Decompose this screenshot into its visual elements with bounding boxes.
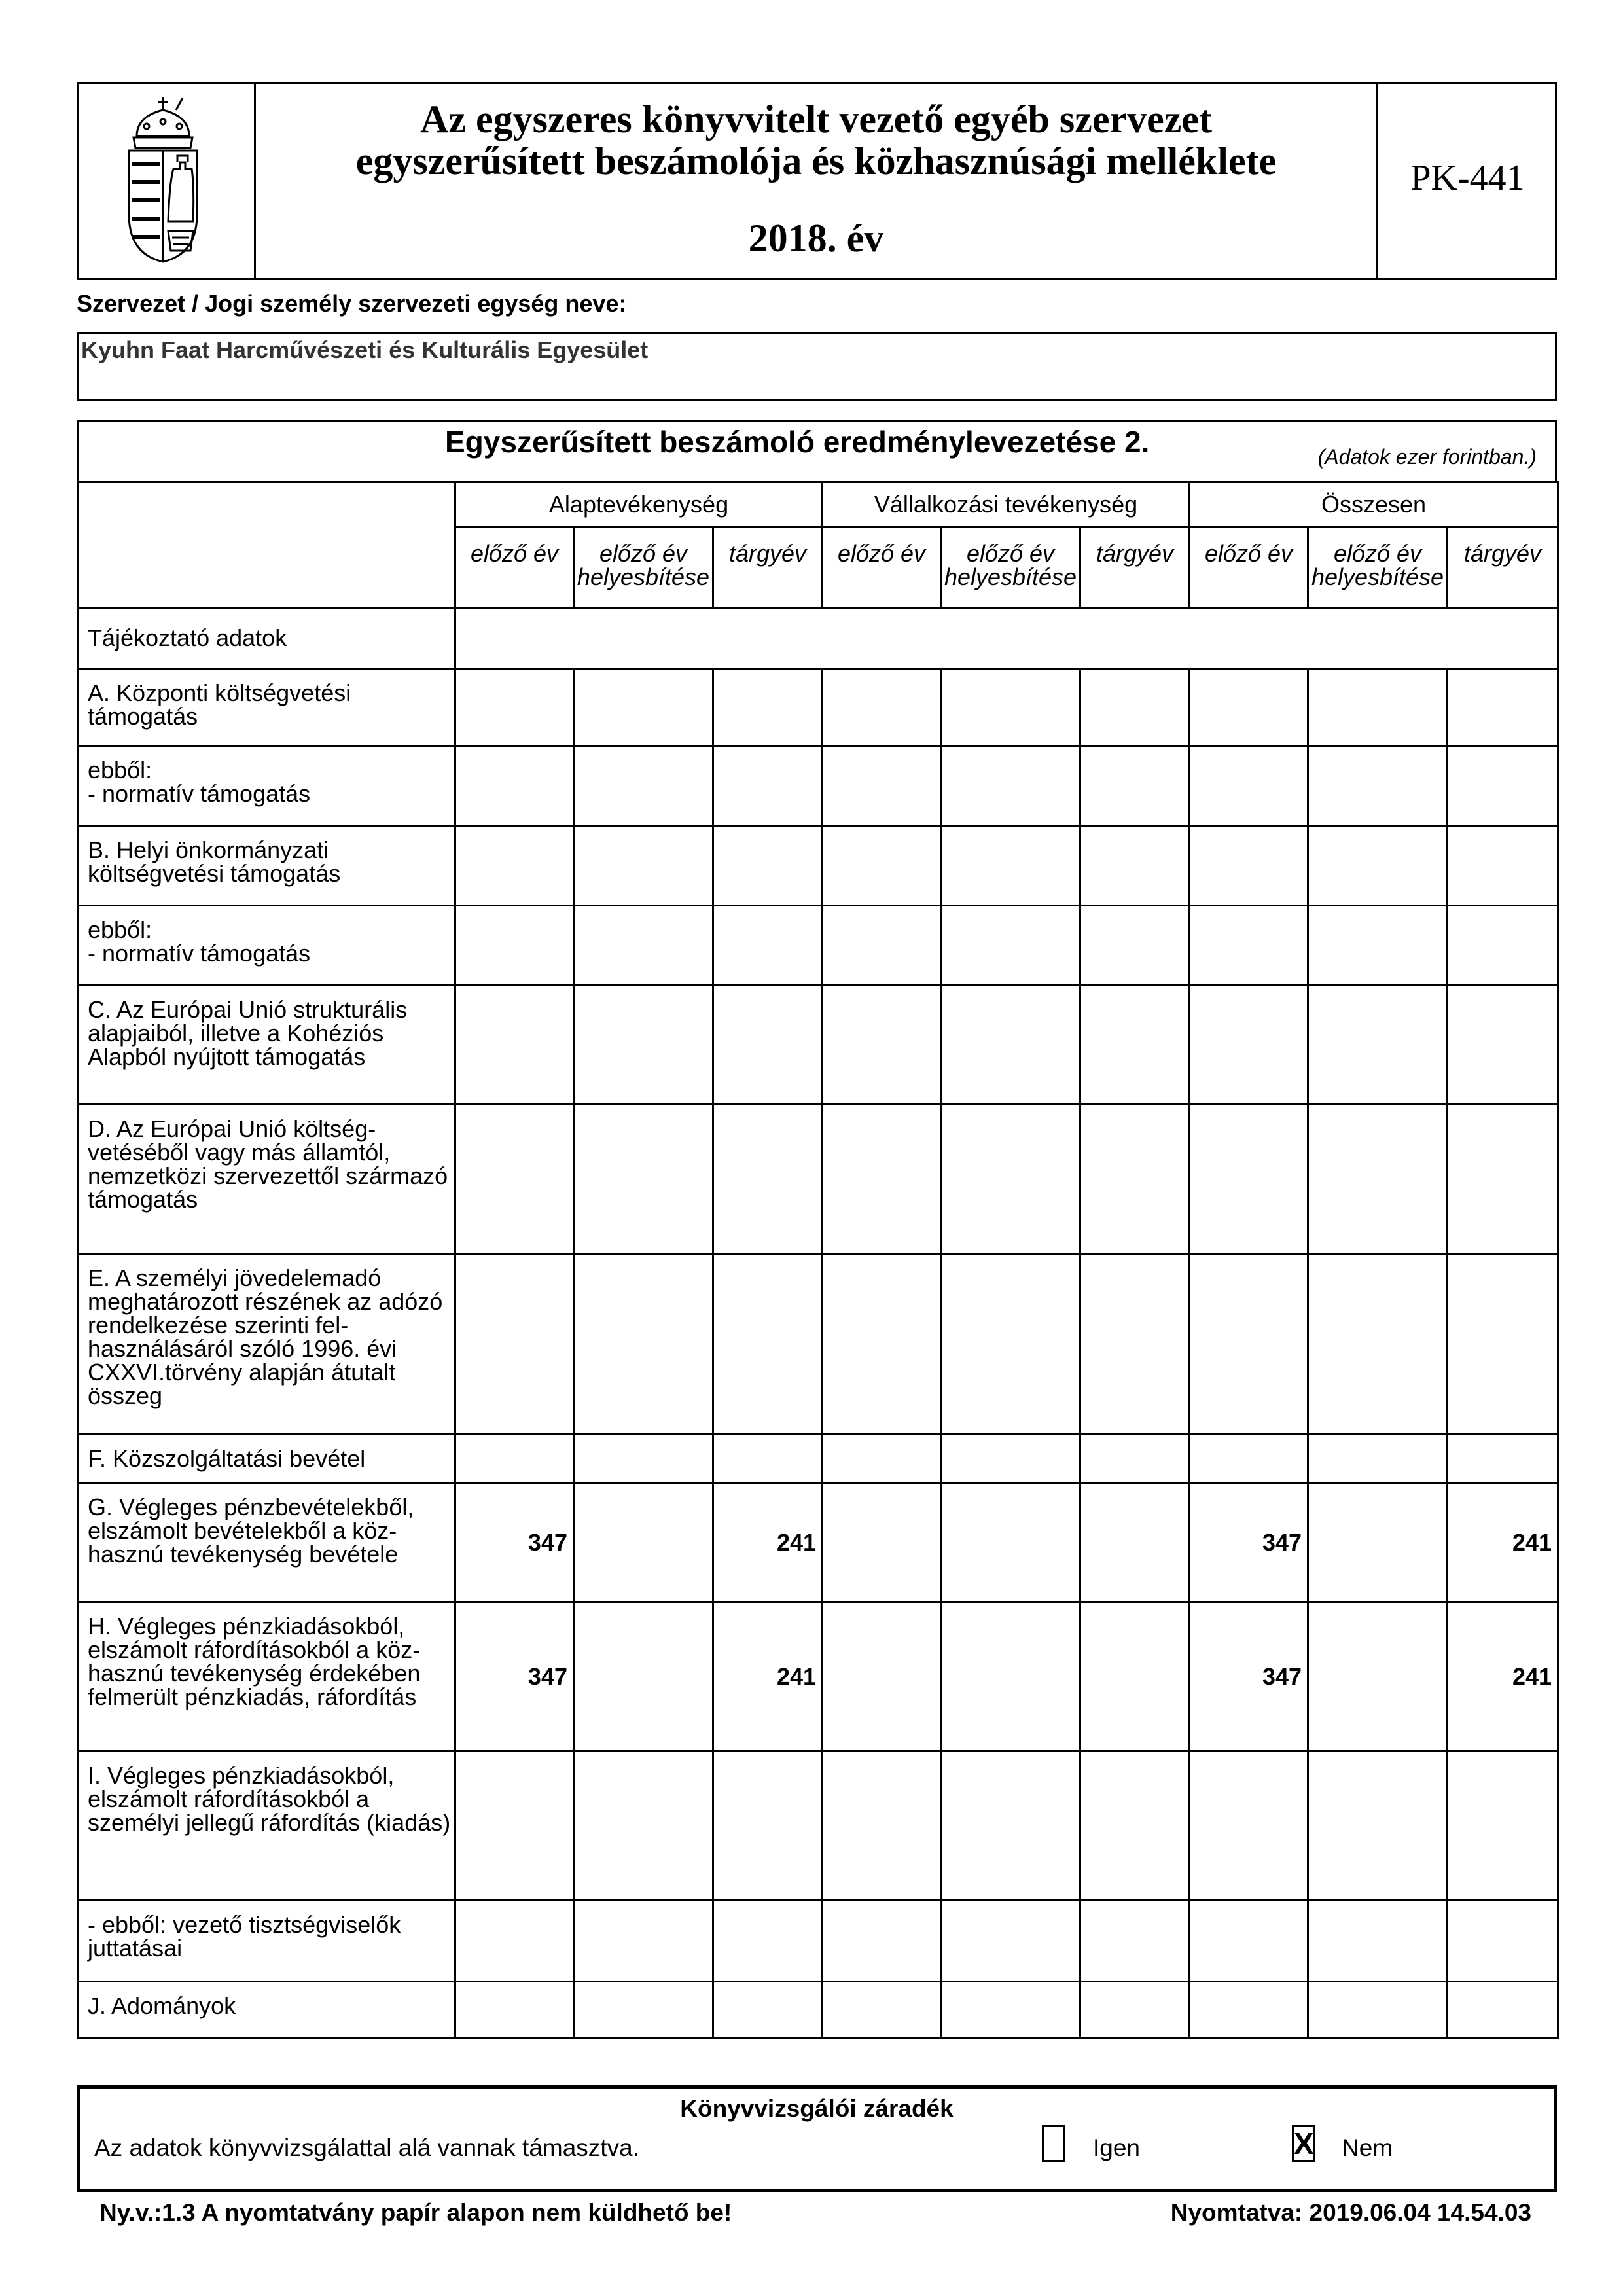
- value-cell[interactable]: [1080, 1105, 1190, 1254]
- table-row: [78, 1105, 1558, 1254]
- value-cell[interactable]: [1308, 1602, 1448, 1751]
- value-cell[interactable]: [574, 1483, 713, 1602]
- table-row: [78, 1901, 1558, 1982]
- value-cell[interactable]: [713, 746, 823, 826]
- value-cell[interactable]: [574, 1901, 713, 1982]
- value-cell[interactable]: 241: [713, 1483, 823, 1602]
- value-cell[interactable]: [713, 826, 823, 906]
- value-cell[interactable]: [823, 986, 941, 1105]
- value-cell[interactable]: [1448, 1982, 1558, 2038]
- group-header-vallalkozasi: Vállalkozási tevékenység: [823, 482, 1190, 527]
- form-title-line2: egyszerűsített beszámolója és közhasznúsági melléklete: [355, 139, 1277, 183]
- value-cell[interactable]: [574, 1435, 713, 1483]
- value-cell[interactable]: [1308, 746, 1448, 826]
- audit-yes-label: Igen: [1093, 2134, 1141, 2161]
- value-cell[interactable]: [455, 1982, 574, 2038]
- table-row: [78, 669, 1558, 746]
- row-label: H. Végleges pénzkiadásokból, elszámolt ráfordításokból a köz- hasznú tevékenység érdekében felmerült pénzkiadás, ráfordítás: [78, 1602, 455, 1751]
- value-cell[interactable]: [941, 669, 1080, 746]
- value-cell[interactable]: [823, 669, 941, 746]
- value-cell[interactable]: [823, 1901, 941, 1982]
- value-cell[interactable]: [1448, 1751, 1558, 1901]
- value-cell[interactable]: [455, 826, 574, 906]
- value-cell[interactable]: [574, 826, 713, 906]
- value-cell[interactable]: [823, 1982, 941, 2038]
- value-cell[interactable]: [1190, 1105, 1308, 1254]
- logo-cell: [77, 82, 256, 280]
- statement-title-bar: [77, 420, 1557, 483]
- subcol-header: előző év: [455, 527, 574, 609]
- value-cell[interactable]: [941, 1751, 1080, 1901]
- value-cell[interactable]: 347: [1190, 1602, 1308, 1751]
- value-cell[interactable]: [713, 906, 823, 986]
- value-cell[interactable]: [1308, 669, 1448, 746]
- form-year: 2018. év: [748, 217, 884, 260]
- table-row: [78, 746, 1558, 826]
- form-code-cell: [1376, 82, 1557, 280]
- value-cell[interactable]: 241: [1448, 1602, 1558, 1751]
- value-cell[interactable]: [823, 1483, 941, 1602]
- table-row: [78, 1483, 1558, 1602]
- value-cell[interactable]: [713, 1435, 823, 1483]
- unit-note: (Adatok ezer forintban.): [1317, 445, 1537, 469]
- row-label: D. Az Európai Unió költség- vetéséből vagy más államtól, nemzetközi szervezettől származó támogatás: [78, 1105, 455, 1254]
- row-label: J. Adományok: [78, 1982, 455, 2038]
- value-cell[interactable]: 347: [1190, 1483, 1308, 1602]
- value-cell[interactable]: [455, 669, 574, 746]
- value-cell[interactable]: [1080, 1483, 1190, 1602]
- value-cell[interactable]: [713, 986, 823, 1105]
- row-label: ebből: - normatív támogatás: [78, 906, 455, 986]
- table-row: [78, 826, 1558, 906]
- table-row: [78, 906, 1558, 986]
- value-cell[interactable]: [1448, 1901, 1558, 1982]
- value-cell[interactable]: [1190, 1751, 1308, 1901]
- value-cell[interactable]: [713, 1751, 823, 1901]
- table-row: [78, 1254, 1558, 1435]
- value-cell[interactable]: [1190, 986, 1308, 1105]
- value-cell[interactable]: [574, 1982, 713, 2038]
- value-cell[interactable]: [1448, 669, 1558, 746]
- value-cell[interactable]: [1448, 906, 1558, 986]
- value-cell[interactable]: [823, 1751, 941, 1901]
- footer-version-note: Ny.v.:1.3 A nyomtatvány papír alapon nem küldhető be!: [99, 2199, 732, 2226]
- table-row: [78, 1982, 1558, 2038]
- audit-question: Az adatok könyvvizsgálattal alá vannak támasztva.: [94, 2134, 639, 2161]
- value-cell[interactable]: [455, 1254, 574, 1435]
- value-cell[interactable]: [1448, 1254, 1558, 1435]
- value-cell[interactable]: [941, 1602, 1080, 1751]
- value-cell[interactable]: [455, 1105, 574, 1254]
- value-cell[interactable]: [713, 1254, 823, 1435]
- audit-clause-box: [77, 2085, 1557, 2192]
- hungarian-coat-of-arms-icon: [117, 90, 209, 267]
- section-label: Tájékoztató adatok: [78, 609, 455, 669]
- subcol-header: tárgyév: [1080, 527, 1190, 609]
- value-cell[interactable]: [1080, 826, 1190, 906]
- value-cell[interactable]: [713, 1901, 823, 1982]
- value-cell[interactable]: [1448, 986, 1558, 1105]
- value-cell[interactable]: 347: [455, 1602, 574, 1751]
- value-cell[interactable]: [1308, 1901, 1448, 1982]
- row-label: ebből: - normatív támogatás: [78, 746, 455, 826]
- audit-yes-checkbox[interactable]: [1042, 2125, 1065, 2162]
- row-label: - ebből: vezető tisztségviselők juttatásai: [78, 1901, 455, 1982]
- audit-no-label: Nem: [1342, 2134, 1393, 2161]
- value-cell[interactable]: [941, 826, 1080, 906]
- value-cell[interactable]: [1190, 826, 1308, 906]
- value-cell[interactable]: [574, 1254, 713, 1435]
- value-cell[interactable]: [1308, 1982, 1448, 2038]
- value-cell[interactable]: [1190, 1901, 1308, 1982]
- value-cell[interactable]: [713, 1982, 823, 2038]
- row-label: F. Közszolgáltatási bevétel: [78, 1435, 455, 1483]
- value-cell[interactable]: [1080, 669, 1190, 746]
- row-label: B. Helyi önkormányzati költségvetési támogatás: [78, 826, 455, 906]
- organization-label: Szervezet / Jogi személy szervezeti egység neve:: [77, 290, 627, 317]
- form-code: PK-441: [1410, 158, 1525, 198]
- table-row: [78, 1751, 1558, 1901]
- subcol-header: előző év helyesbítése: [1308, 527, 1448, 609]
- value-cell[interactable]: [1308, 1105, 1448, 1254]
- value-cell[interactable]: [823, 746, 941, 826]
- value-cell[interactable]: [941, 1435, 1080, 1483]
- table-corner: [78, 482, 455, 609]
- value-cell[interactable]: [574, 1602, 713, 1751]
- value-cell[interactable]: [455, 906, 574, 986]
- form-title-line1: Az egyszeres könyvvitelt vezető egyéb szervezet: [419, 98, 1213, 141]
- subcol-header: tárgyév: [1448, 527, 1558, 609]
- value-cell[interactable]: [574, 1751, 713, 1901]
- value-cell[interactable]: [1308, 986, 1448, 1105]
- value-cell[interactable]: [1080, 1751, 1190, 1901]
- value-cell[interactable]: [574, 986, 713, 1105]
- organization-name: Kyuhn Faat Harcművészeti és Kulturális Egyesület: [81, 336, 649, 363]
- value-cell[interactable]: [574, 906, 713, 986]
- value-cell[interactable]: [1080, 986, 1190, 1105]
- value-cell[interactable]: [1308, 906, 1448, 986]
- value-cell[interactable]: [823, 906, 941, 986]
- value-cell[interactable]: [455, 986, 574, 1105]
- section-spacer: [455, 609, 1558, 669]
- value-cell[interactable]: [823, 1602, 941, 1751]
- table-row: [78, 1435, 1558, 1483]
- organization-name-field[interactable]: [77, 332, 1557, 401]
- value-cell[interactable]: [1308, 1483, 1448, 1602]
- row-label: G. Végleges pénzbevételekből, elszámolt bevételekből a köz- hasznú tevékenység bevétele: [78, 1483, 455, 1602]
- value-cell[interactable]: [1080, 1254, 1190, 1435]
- subcol-header: előző év: [1190, 527, 1308, 609]
- value-cell[interactable]: [1308, 1751, 1448, 1901]
- value-cell[interactable]: [713, 669, 823, 746]
- group-header-osszesen: Összesen: [1190, 482, 1558, 527]
- value-cell[interactable]: [1308, 1435, 1448, 1483]
- value-cell[interactable]: [941, 1483, 1080, 1602]
- value-cell[interactable]: [941, 746, 1080, 826]
- subcol-header: előző év: [823, 527, 941, 609]
- value-cell[interactable]: [1448, 1435, 1558, 1483]
- value-cell[interactable]: [1080, 906, 1190, 986]
- value-cell[interactable]: [1080, 1435, 1190, 1483]
- value-cell[interactable]: [823, 1435, 941, 1483]
- value-cell[interactable]: [1190, 906, 1308, 986]
- value-cell[interactable]: [1080, 1602, 1190, 1751]
- value-cell[interactable]: [941, 1254, 1080, 1435]
- row-label: I. Végleges pénzkiadásokból, elszámolt ráfordításokból a személyi jellegű ráfordítás (kiadás): [78, 1751, 455, 1901]
- value-cell[interactable]: [1448, 1105, 1558, 1254]
- value-cell[interactable]: [941, 906, 1080, 986]
- audit-no-checkbox[interactable]: X: [1292, 2125, 1315, 2162]
- value-cell[interactable]: 241: [1448, 1483, 1558, 1602]
- value-cell[interactable]: 241: [713, 1602, 823, 1751]
- value-cell[interactable]: [941, 986, 1080, 1105]
- value-cell[interactable]: [455, 1435, 574, 1483]
- group-header-alap: Alaptevékenység: [455, 482, 823, 527]
- value-cell[interactable]: [455, 746, 574, 826]
- footer-print-date: Nyomtatva: 2019.06.04 14.54.03: [1170, 2199, 1531, 2226]
- value-cell[interactable]: [574, 746, 713, 826]
- value-cell[interactable]: [455, 1901, 574, 1982]
- value-cell[interactable]: [713, 1105, 823, 1254]
- row-label: C. Az Európai Unió strukturális alapjaiból, illetve a Kohéziós Alapból nyújtott támogatás: [78, 986, 455, 1105]
- value-cell[interactable]: [941, 1105, 1080, 1254]
- value-cell[interactable]: [823, 1254, 941, 1435]
- value-cell[interactable]: [1080, 1982, 1190, 2038]
- row-label: A. Központi költségvetési támogatás: [78, 669, 455, 746]
- value-cell[interactable]: [1448, 746, 1558, 826]
- value-cell[interactable]: [1190, 1435, 1308, 1483]
- table-row: [78, 1602, 1558, 1751]
- value-cell[interactable]: [1308, 826, 1448, 906]
- value-cell[interactable]: [1190, 746, 1308, 826]
- value-cell[interactable]: [941, 1982, 1080, 2038]
- statement-title: Egyszerűsített beszámoló eredménylevezetése 2.: [445, 425, 1150, 459]
- value-cell[interactable]: [455, 1751, 574, 1901]
- value-cell[interactable]: [941, 1901, 1080, 1982]
- subcol-header: előző év helyesbítése: [941, 527, 1080, 609]
- table-row: [78, 986, 1558, 1105]
- row-label: E. A személyi jövedelemadó meghatározott részének az adózó rendelkezése szerinti fel- használásáról szóló 1996. évi CXXVI.törvény alapján átutalt összeg: [78, 1254, 455, 1435]
- value-cell[interactable]: [1190, 1254, 1308, 1435]
- value-cell[interactable]: 347: [455, 1483, 574, 1602]
- value-cell[interactable]: [1448, 826, 1558, 906]
- value-cell[interactable]: [1190, 1982, 1308, 2038]
- value-cell[interactable]: [574, 1105, 713, 1254]
- value-cell[interactable]: [1080, 746, 1190, 826]
- subcol-header: tárgyév: [713, 527, 823, 609]
- value-cell[interactable]: [574, 669, 713, 746]
- value-cell[interactable]: [823, 1105, 941, 1254]
- statement-table: [77, 481, 1559, 2039]
- value-cell[interactable]: [1190, 669, 1308, 746]
- value-cell[interactable]: [1080, 1901, 1190, 1982]
- value-cell[interactable]: [1308, 1254, 1448, 1435]
- subcol-header: előző év helyesbítése: [574, 527, 713, 609]
- value-cell[interactable]: [823, 826, 941, 906]
- audit-title: Könyvvizsgálói záradék: [680, 2095, 954, 2122]
